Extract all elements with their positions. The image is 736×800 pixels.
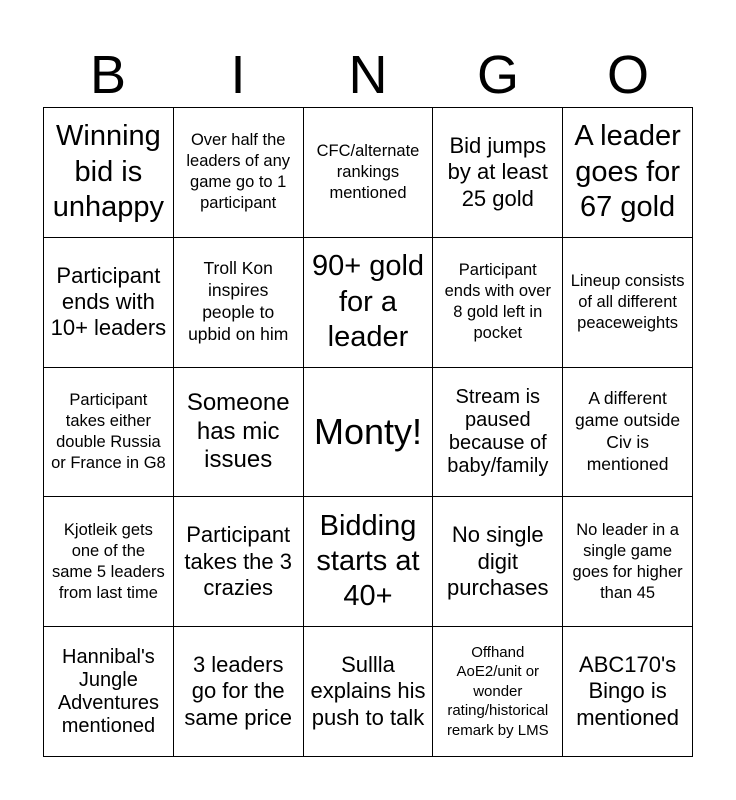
header-letter-g: G <box>476 45 519 105</box>
bingo-cell-r2-c4[interactable]: Participant ends with over 8 gold left in pocket <box>433 238 563 368</box>
bingo-cell-r4-c1[interactable]: Kjotleik gets one of the same 5 leaders from last time <box>44 497 174 627</box>
bingo-cell-r5-c3[interactable]: Sullla explains his push to talk <box>304 627 434 757</box>
header-letter-i: I <box>230 45 246 105</box>
bingo-board <box>43 107 693 757</box>
bingo-cell-r3-c1[interactable]: Participant takes either double Russia or France in G8 <box>44 368 174 498</box>
bingo-cell-r4-c2[interactable]: Participant takes the 3 crazies <box>174 497 304 627</box>
bingo-cell-r4-c5[interactable]: No leader in a single game goes for higher than 45 <box>563 497 693 627</box>
bingo-cell-free-space[interactable]: Monty! <box>304 368 434 498</box>
bingo-cell-r1-c3[interactable]: CFC/alternate rankings mentioned <box>304 108 434 238</box>
bingo-cell-r2-c1[interactable]: Participant ends with 10+ leaders <box>44 238 174 368</box>
bingo-cell-r3-c4[interactable]: Stream is paused because of baby/family <box>433 368 563 498</box>
bingo-cell-r5-c2[interactable]: 3 leaders go for the same price <box>174 627 304 757</box>
bingo-cell-r2-c5[interactable]: Lineup consists of all different peaceweights <box>563 238 693 368</box>
bingo-cell-r1-c2[interactable]: Over half the leaders of any game go to 1 participant <box>174 108 304 238</box>
bingo-cell-r3-c2[interactable]: Someone has mic issues <box>174 368 304 498</box>
header-letter-b: B <box>89 45 127 105</box>
bingo-cell-r1-c4[interactable]: Bid jumps by at least 25 gold <box>433 108 563 238</box>
bingo-cell-r5-c4[interactable]: Offhand AoE2/unit or wonder rating/historical remark by LMS <box>433 627 563 757</box>
bingo-cell-r1-c1[interactable]: Winning bid is unhappy <box>44 108 174 238</box>
header-letter-o: O <box>606 45 649 105</box>
bingo-cell-r5-c5[interactable]: ABC170's Bingo is mentioned <box>563 627 693 757</box>
bingo-cell-r3-c5[interactable]: A different game outside Civ is mentioned <box>563 368 693 498</box>
bingo-cell-r4-c3[interactable]: Bidding starts at 40+ <box>304 497 434 627</box>
bingo-cell-r5-c1[interactable]: Hannibal's Jungle Adventures mentioned <box>44 627 174 757</box>
bingo-cell-r2-c2[interactable]: Troll Kon inspires people to upbid on him <box>174 238 304 368</box>
bingo-cell-r4-c4[interactable]: No single digit purchases <box>433 497 563 627</box>
bingo-cell-r2-c3[interactable]: 90+ gold for a leader <box>304 238 434 368</box>
bingo-header <box>43 44 693 106</box>
bingo-cell-r1-c5[interactable]: A leader goes for 67 gold <box>563 108 693 238</box>
header-letter-n: N <box>348 45 388 105</box>
